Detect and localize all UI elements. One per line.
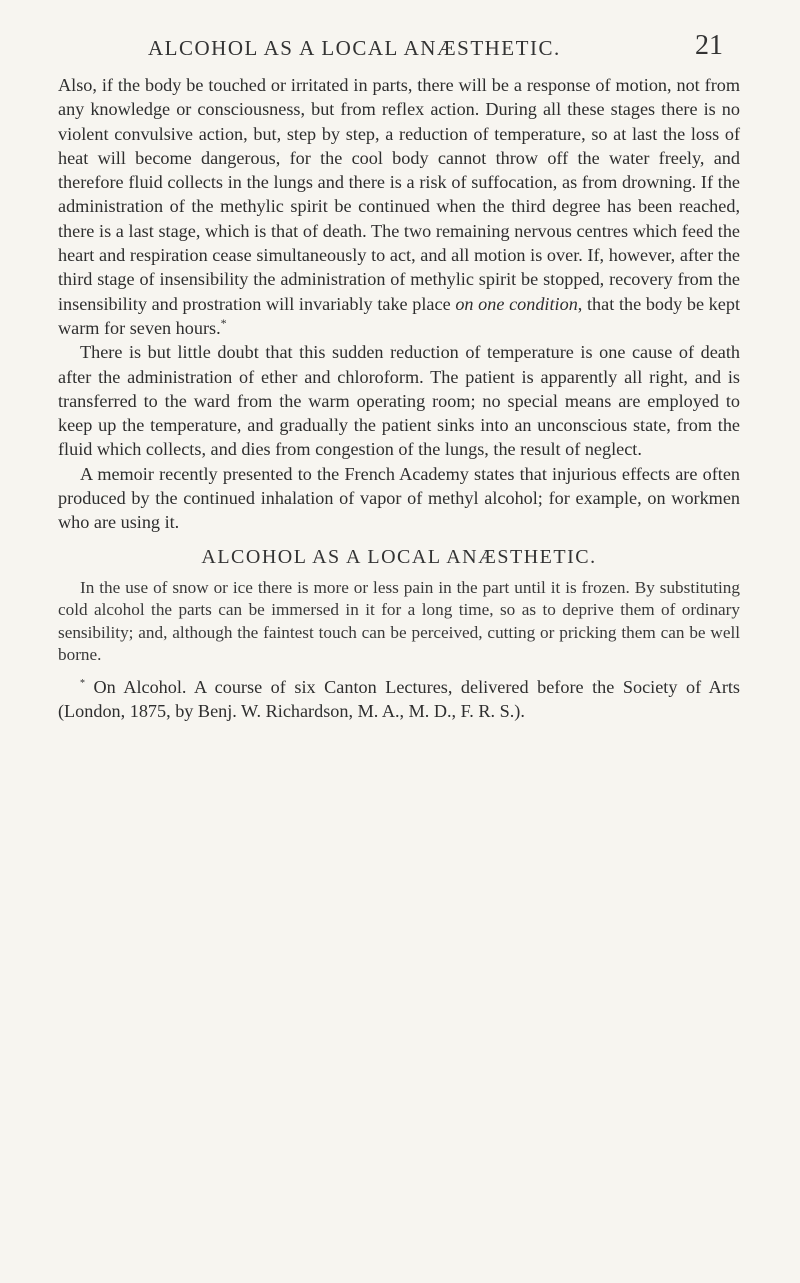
paragraph-1 — [58, 73, 740, 340]
footnote — [58, 675, 740, 724]
section-heading: ALCOHOL AS A LOCAL ANÆSTHETIC. — [201, 545, 597, 568]
running-title: ALCOHOL AS A LOCAL ANÆSTHETIC. — [148, 36, 561, 60]
paragraph-2: There is but little doubt that this sudden reduction of temperature is one cause of death after the administration of ether and chloroform. The patient is apparently all right, and is transferred to the ward from the warm operating room; no special means are employed to keep up the temperature, and gradually the patient sinks into an unconscious state, from the fluid which collects, and dies from congestion of the lungs, the result of neglect. — [58, 342, 740, 460]
footnote-text: On Alcohol. A course of six Canton Lectures, delivered before the Society of Arts (London, 1875, by Benj. W. Richardson, M. A., M. D., F. R. S.). — [58, 676, 741, 721]
footnote-spacer — [58, 667, 740, 675]
footnote-reference: * — [220, 315, 227, 330]
paragraph-3: A memoir recently presented to the French Academy states that injurious effects are often produced by the continued inhalation of vapor of methyl alcohol; for example, on workmen who are using it. — [58, 463, 740, 533]
footnote-marker: * — [80, 677, 85, 689]
paragraph-1-text: Also, if the body be touched or irritated in parts, there will be a response of motion, not from any knowledge or consciousness, but from reflex action. During all these stages there is no violent convulsive action, but, step by step, a reduction of temperature, so at last the loss of heat will become dangerous, for the cool body cannot throw off the water freely, and therefore fluid collects in the lungs and there is a risk of suffocation, as from drowning. If the administration of the methylic spirit be continued when the third degree has been reached, there is a last stage, which is that of death. The two remaining nervous centres which feed the heart and respiration cease simultaneously to act, and all motion is over. If, however, after the third stage of insensibility the administration of methylic spirit be stopped, recovery from the insensibility and prostration will invariably take place — [58, 75, 740, 314]
paragraph-1-tail: , that the body be kept warm for seven hours. — [58, 293, 740, 338]
running-head — [148, 30, 723, 76]
section-paragraph: In the use of snow or ice there is more or less pain in the part until it is frozen. By substituting cold alcohol the parts can be immersed in it for a long time, so as to deprive them of ordinary sensibility; and, although the faintest touch can be perceived, cutting or pricking them can be well borne. — [58, 577, 740, 665]
page-body — [58, 73, 740, 723]
paragraph-1-italic: on one condition — [455, 293, 578, 314]
page-number: 21 — [695, 30, 723, 61]
